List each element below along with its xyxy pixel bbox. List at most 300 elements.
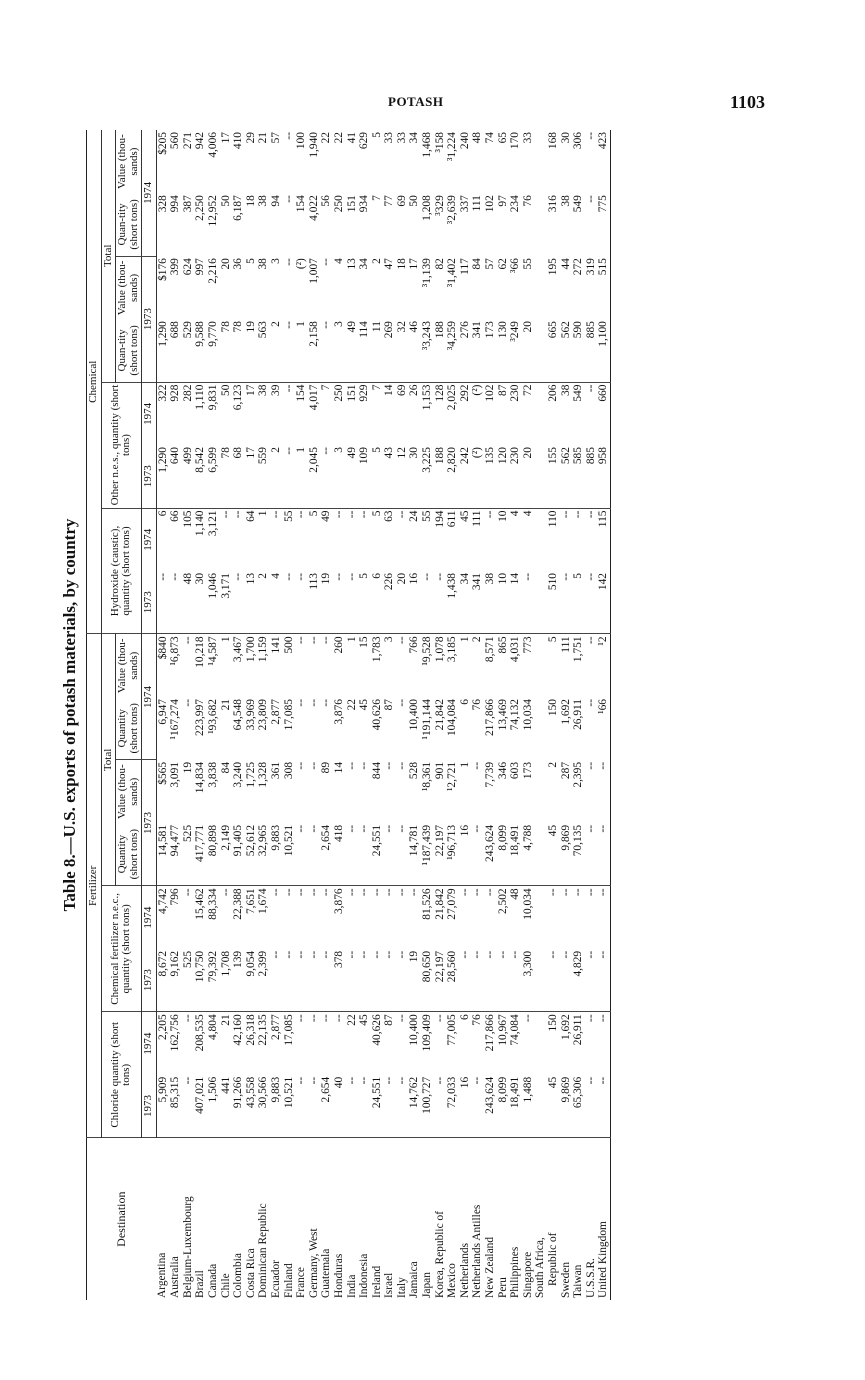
value-cell: 1,153	[421, 384, 434, 411]
value-cell: 226	[383, 571, 396, 634]
value-cell: 928	[169, 384, 182, 402]
value-cell: 38	[257, 384, 270, 396]
table-row	[358, 130, 371, 1300]
value-cell: 1,674	[257, 888, 270, 915]
value-cell: 1	[295, 319, 308, 382]
year-header: 1974	[142, 382, 157, 445]
value-cell: --	[182, 1075, 195, 1138]
value-cell: 22	[345, 699, 358, 711]
table-row	[434, 130, 447, 1300]
value-cell: 510	[547, 571, 560, 634]
value-cell: 97	[496, 195, 509, 207]
value-cell: 4,829	[572, 949, 585, 1012]
value-cell: --	[269, 510, 282, 519]
value-cell: 2,025	[446, 384, 459, 411]
value-cell: --	[358, 949, 371, 1012]
value-cell: 173	[521, 761, 534, 780]
value-cell: 48	[509, 888, 522, 900]
value-cell: 20	[522, 445, 535, 508]
value-cell: 1,007	[307, 258, 320, 284]
value-cell: ¹2,721	[446, 761, 459, 792]
value-cell: 77	[383, 195, 396, 207]
value-cell: $176	[156, 258, 169, 281]
value-cell	[534, 508, 547, 571]
value-cell: 387	[181, 195, 194, 213]
table-row	[371, 130, 384, 1300]
value-cell: 560	[169, 132, 182, 150]
value-cell: 84	[471, 258, 484, 270]
table-row	[421, 130, 434, 1300]
value-cell: 1	[219, 636, 232, 643]
value-cell: 30,566	[257, 1075, 270, 1138]
value-cell	[534, 130, 547, 193]
value-cell: $205	[156, 132, 169, 155]
value-cell: 4	[509, 510, 522, 517]
value-cell: 217,866	[484, 699, 497, 737]
value-cell: 38	[559, 195, 572, 207]
value-cell: 14,581	[156, 823, 169, 886]
value-cell: 3,121	[206, 510, 219, 537]
value-cell: --	[584, 1014, 597, 1022]
value-cell: --	[345, 888, 358, 896]
value-cell: 240	[458, 132, 471, 150]
value-cell: --	[572, 888, 585, 896]
value-cell: 660	[597, 384, 610, 402]
value-cell: 113	[308, 571, 321, 634]
value-cell: 515	[597, 258, 610, 276]
value-cell: --	[320, 888, 333, 896]
value-cell: 3,240	[232, 761, 245, 788]
value-cell: ¹6,873	[169, 636, 182, 666]
value-cell: 10,967	[496, 1014, 509, 1046]
value-cell: 50	[408, 195, 421, 207]
value-cell: 1,725	[244, 761, 257, 788]
value-cell: 2,877	[269, 1014, 282, 1040]
value-cell: 562	[560, 445, 573, 508]
value-cell: 94,477	[169, 823, 182, 886]
value-cell: 87	[383, 699, 396, 711]
value-cell: 5,909	[156, 1075, 169, 1138]
value-cell: 150	[547, 699, 559, 717]
value-cell: 45	[358, 699, 371, 711]
value-cell: 4,017	[307, 384, 320, 411]
exports-table	[86, 130, 611, 1300]
value-cell: 3,091	[169, 761, 182, 788]
value-cell: 441	[219, 1075, 232, 1138]
destination-cell: Indonesia	[358, 1253, 371, 1298]
value-cell: 2,502	[496, 888, 509, 915]
value-cell: --	[383, 888, 396, 896]
value-cell: 13	[245, 571, 258, 634]
value-cell: 234	[509, 195, 522, 213]
value-cell: 21,842	[433, 699, 446, 731]
value-cell: 100,727	[421, 1075, 434, 1138]
value-cell: 10,034	[521, 699, 534, 731]
value-cell: 14	[509, 571, 522, 634]
value-cell: --	[370, 888, 383, 896]
chloride-header: Chloride quantity (short tons)	[101, 1012, 142, 1138]
value-cell: 80,898	[207, 823, 220, 886]
table-row	[156, 130, 169, 1300]
value-cell: --	[585, 949, 598, 1012]
value-cell: --	[383, 761, 396, 770]
value-cell: 170	[509, 132, 522, 150]
value-cell: 260	[332, 636, 345, 654]
value-cell: 9,869	[560, 1075, 573, 1138]
value-cell: 6,947	[156, 699, 169, 725]
value-cell: 40,626	[370, 699, 383, 731]
value-cell: --	[308, 949, 321, 1012]
destination-cell: Peru	[496, 1277, 509, 1298]
value-cell: 306	[572, 132, 585, 150]
value-cell: 24,551	[371, 823, 384, 886]
destination-cell: France	[295, 1267, 308, 1298]
value-cell: --	[572, 510, 585, 519]
value-cell: --	[434, 1075, 447, 1138]
value-cell: 7	[320, 384, 333, 391]
value-cell: 17,085	[282, 1014, 295, 1046]
value-cell: --	[333, 571, 346, 634]
value-cell: --	[295, 888, 308, 896]
value-cell: --	[497, 949, 510, 1012]
value-cell: 1,751	[572, 636, 585, 663]
destination-cell: Israel	[383, 1272, 396, 1298]
value-cell: 410	[232, 132, 245, 150]
value-cell: --	[282, 132, 295, 140]
destination-cell: Guatemala	[320, 1248, 333, 1298]
value-cell: 91,405	[232, 823, 245, 886]
value-cell: 40,626	[370, 1014, 383, 1046]
value-cell: 1,692	[559, 699, 572, 725]
table-row	[547, 130, 560, 1300]
value-cell: 109,409	[421, 1014, 434, 1052]
value-cell: --	[219, 888, 232, 896]
value-cell: 15	[358, 636, 371, 648]
table-row	[219, 130, 232, 1300]
fert-qty-1973-header: Quantity (short tons)	[116, 823, 142, 886]
value-cell: --	[597, 1075, 610, 1138]
value-cell: 624	[181, 258, 194, 276]
value-cell: 33	[395, 132, 408, 144]
value-cell	[534, 823, 547, 886]
destination-cell: Canada	[206, 1263, 219, 1298]
value-cell: 18	[395, 258, 408, 270]
value-cell: 230	[509, 445, 522, 508]
year-header: 1973	[142, 256, 157, 382]
value-cell: 139	[232, 949, 245, 1012]
value-cell: 2	[370, 258, 383, 264]
value-cell: 282	[181, 384, 194, 402]
value-cell: 45	[547, 823, 560, 886]
value-cell: 78	[219, 319, 232, 382]
value-cell: 5	[358, 571, 371, 634]
value-cell: --	[547, 888, 559, 896]
value-cell: 173	[484, 319, 497, 382]
value-cell: --	[434, 571, 447, 634]
value-cell: 76	[521, 195, 534, 207]
value-cell: 1,692	[559, 1014, 572, 1040]
value-cell: 8,099	[497, 823, 510, 886]
value-cell: 63	[383, 510, 396, 522]
value-cell: 21	[219, 1014, 232, 1026]
year-header: 1973	[142, 949, 157, 1012]
value-cell: 958	[597, 445, 610, 508]
value-cell: --	[371, 949, 384, 1012]
value-cell: 33	[521, 132, 534, 144]
value-cell: 5	[244, 258, 257, 264]
value-cell: --	[383, 1075, 396, 1138]
value-cell: --	[421, 571, 434, 634]
value-cell: 84	[219, 761, 232, 774]
value-cell: 114	[358, 319, 371, 382]
value-cell: --	[282, 571, 295, 634]
value-cell	[534, 760, 547, 823]
value-cell: 5	[547, 636, 559, 643]
value-cell: 4,022	[307, 195, 320, 221]
value-cell: 4,006	[206, 132, 219, 158]
value-cell	[534, 193, 547, 256]
value-cell: 109	[358, 445, 371, 508]
value-cell: --	[597, 949, 610, 1012]
value-cell: 243,624	[484, 1075, 497, 1138]
value-cell: 155	[547, 445, 560, 508]
value-cell: --	[295, 1014, 308, 1022]
value-cell: 640	[169, 445, 182, 508]
value-cell: 49	[345, 445, 358, 508]
value-cell: 10	[496, 510, 509, 522]
value-cell: 65	[496, 132, 509, 144]
value-cell: 17	[245, 445, 258, 508]
destination-cell: Colombia	[232, 1253, 245, 1298]
destination-cell: New Zealand	[484, 1236, 497, 1298]
destination-cell: India	[345, 1274, 358, 1298]
value-cell: 7,739	[484, 761, 497, 788]
value-cell: 6,599	[207, 445, 220, 508]
table-body	[156, 130, 610, 1300]
value-cell: 9,831	[206, 384, 219, 411]
value-cell: 525	[182, 949, 195, 1012]
value-cell	[534, 634, 547, 697]
value-cell: 12	[396, 445, 409, 508]
value-cell: 12,952	[206, 195, 219, 227]
value-cell: 2,654	[320, 1075, 333, 1138]
value-cell: 34	[459, 571, 472, 634]
value-cell: 16	[459, 823, 472, 886]
value-cell: 9,883	[270, 823, 283, 886]
value-cell: 934	[358, 195, 371, 213]
table-row	[169, 130, 182, 1300]
value-cell: --	[295, 1075, 308, 1138]
destination-cell: Chile	[219, 1273, 232, 1298]
value-cell: 1	[345, 636, 358, 643]
value-cell: 79,392	[207, 949, 220, 1012]
value-cell: 1,488	[522, 1075, 535, 1138]
value-cell: --	[471, 761, 484, 770]
table-row	[446, 130, 459, 1300]
value-cell: 9,869	[560, 823, 573, 886]
year-header: 1973	[142, 760, 157, 886]
value-cell: 17	[244, 384, 257, 396]
value-cell: --	[358, 823, 371, 886]
value-cell: 21,842	[433, 888, 446, 920]
table-row	[585, 130, 598, 1300]
value-cell: 2	[471, 636, 484, 643]
value-cell: 20	[396, 571, 409, 634]
table-row	[560, 130, 573, 1300]
destination-cell: Korea, Republic of	[433, 1211, 446, 1298]
value-cell	[534, 1075, 547, 1138]
value-cell: 9,883	[270, 1075, 283, 1138]
value-cell: 2,399	[257, 949, 270, 1012]
value-cell: 1,046	[207, 571, 220, 634]
year-header: 1974	[142, 1012, 157, 1075]
value-cell: 117	[458, 258, 471, 275]
value-cell: --	[169, 571, 182, 634]
value-cell: 206	[547, 384, 559, 402]
value-cell: ³1,139	[421, 258, 434, 288]
value-cell: --	[232, 510, 245, 519]
value-cell: 48	[182, 571, 195, 634]
value-cell: 74,132	[509, 699, 522, 731]
value-cell: 11	[371, 319, 384, 382]
value-cell: 87	[383, 1014, 396, 1026]
destination-cell: Honduras	[332, 1253, 345, 1298]
value-cell: --	[559, 510, 572, 519]
value-cell: ³1,224	[446, 132, 459, 162]
value-cell	[534, 886, 547, 949]
value-cell: 141	[269, 636, 282, 654]
value-cell: 102	[484, 384, 497, 402]
value-cell: 18,491	[509, 823, 522, 886]
value-cell: ¹96,713	[446, 823, 459, 886]
value-cell: 34	[408, 132, 421, 144]
value-cell: 20	[522, 319, 535, 382]
value-cell: --	[332, 1014, 345, 1022]
value-cell: 499	[182, 445, 195, 508]
value-cell: --	[584, 636, 597, 645]
value-cell: 10,750	[194, 949, 207, 1012]
value-cell: ³2,639	[446, 195, 459, 225]
value-cell: 611	[446, 510, 459, 528]
value-cell: 4	[270, 571, 283, 634]
value-cell: 559	[257, 445, 270, 508]
value-cell: ¹8,361	[421, 761, 434, 792]
value-cell: --	[484, 510, 497, 519]
value-cell	[534, 382, 547, 445]
value-cell: 2,045	[308, 445, 321, 508]
value-cell: --	[295, 949, 308, 1012]
value-cell: 3,300	[522, 949, 535, 1012]
value-cell: 65,306	[572, 1075, 585, 1138]
value-cell: 19	[320, 571, 333, 634]
value-cell: 5	[370, 132, 383, 138]
value-cell: --	[282, 949, 295, 1012]
value-cell: 16	[408, 571, 421, 634]
value-cell: 10,521	[282, 1075, 295, 1138]
table-row	[383, 130, 396, 1300]
value-cell: 341	[471, 319, 484, 382]
value-cell: 3,876	[332, 699, 345, 725]
value-cell: 72,033	[446, 1075, 459, 1138]
value-cell: 82	[433, 258, 446, 270]
destination-cell: Republic of	[547, 1232, 559, 1286]
value-cell: 14,781	[408, 823, 421, 886]
value-cell: 78	[219, 445, 232, 508]
value-cell: --	[295, 699, 308, 707]
value-cell: 243,624	[484, 823, 497, 886]
value-cell: 1	[458, 761, 471, 768]
value-cell: 76	[471, 699, 484, 711]
value-cell: --	[345, 1075, 358, 1138]
chem-val-1974-header: Value (thou-sands)	[116, 134, 140, 189]
value-cell: --	[559, 888, 572, 896]
value-cell: --	[584, 888, 597, 896]
value-cell: 4,788	[522, 823, 535, 886]
value-cell: ¹187,439	[421, 823, 434, 886]
destination-cell: Brazil	[194, 1270, 207, 1298]
value-cell: 91,266	[232, 1075, 245, 1138]
value-cell: 85,315	[169, 1075, 182, 1138]
value-cell: 20	[219, 258, 232, 270]
value-cell: 2,216	[206, 258, 219, 284]
value-cell: 64,548	[232, 699, 245, 731]
value-cell: 399	[169, 258, 182, 276]
value-cell: 43	[383, 445, 396, 508]
value-cell: 423	[597, 132, 610, 150]
value-cell: --	[358, 888, 371, 896]
value-cell: 319	[584, 258, 597, 276]
value-cell: 22,135	[257, 1014, 270, 1046]
value-cell: 41	[345, 132, 358, 144]
value-cell: 8,099	[497, 1075, 510, 1138]
value-cell: 130	[497, 319, 510, 382]
value-cell: 57	[484, 258, 497, 270]
value-cell: 64	[244, 510, 257, 522]
value-cell: --	[320, 445, 333, 508]
table-row	[509, 130, 522, 1300]
value-cell: 2,877	[269, 699, 282, 725]
value-cell: 17,085	[282, 699, 295, 731]
value-cell: 50	[219, 384, 232, 396]
destination-cell: Philippines	[509, 1246, 522, 1298]
value-cell: --	[433, 1014, 446, 1022]
value-cell: 1,468	[421, 132, 434, 158]
destination-cell: Belgium-Luxembourg	[181, 1196, 194, 1298]
value-cell: --	[358, 510, 371, 519]
value-cell: (²)	[471, 445, 484, 508]
value-cell: 9,588	[194, 319, 207, 382]
value-cell: 188	[434, 319, 447, 382]
destination-cell: Argentina	[156, 1252, 169, 1298]
value-cell: 1,290	[156, 445, 169, 508]
value-cell: 19	[181, 761, 194, 774]
value-cell: 5	[370, 510, 383, 517]
value-cell: --	[295, 823, 308, 886]
value-cell: --	[320, 319, 333, 382]
value-cell: 10	[497, 571, 510, 634]
value-cell: 22,388	[232, 888, 245, 920]
value-cell: 135	[484, 445, 497, 508]
value-cell: --	[585, 571, 598, 634]
value-cell	[534, 949, 547, 1012]
value-cell: 22,197	[434, 949, 447, 1012]
value-cell: --	[345, 571, 358, 634]
destination-cell: Ecuador	[269, 1260, 282, 1298]
value-cell: 150	[547, 1014, 559, 1032]
value-cell: 322	[156, 384, 169, 402]
value-cell: --	[396, 949, 409, 1012]
value-cell: 188	[434, 445, 447, 508]
